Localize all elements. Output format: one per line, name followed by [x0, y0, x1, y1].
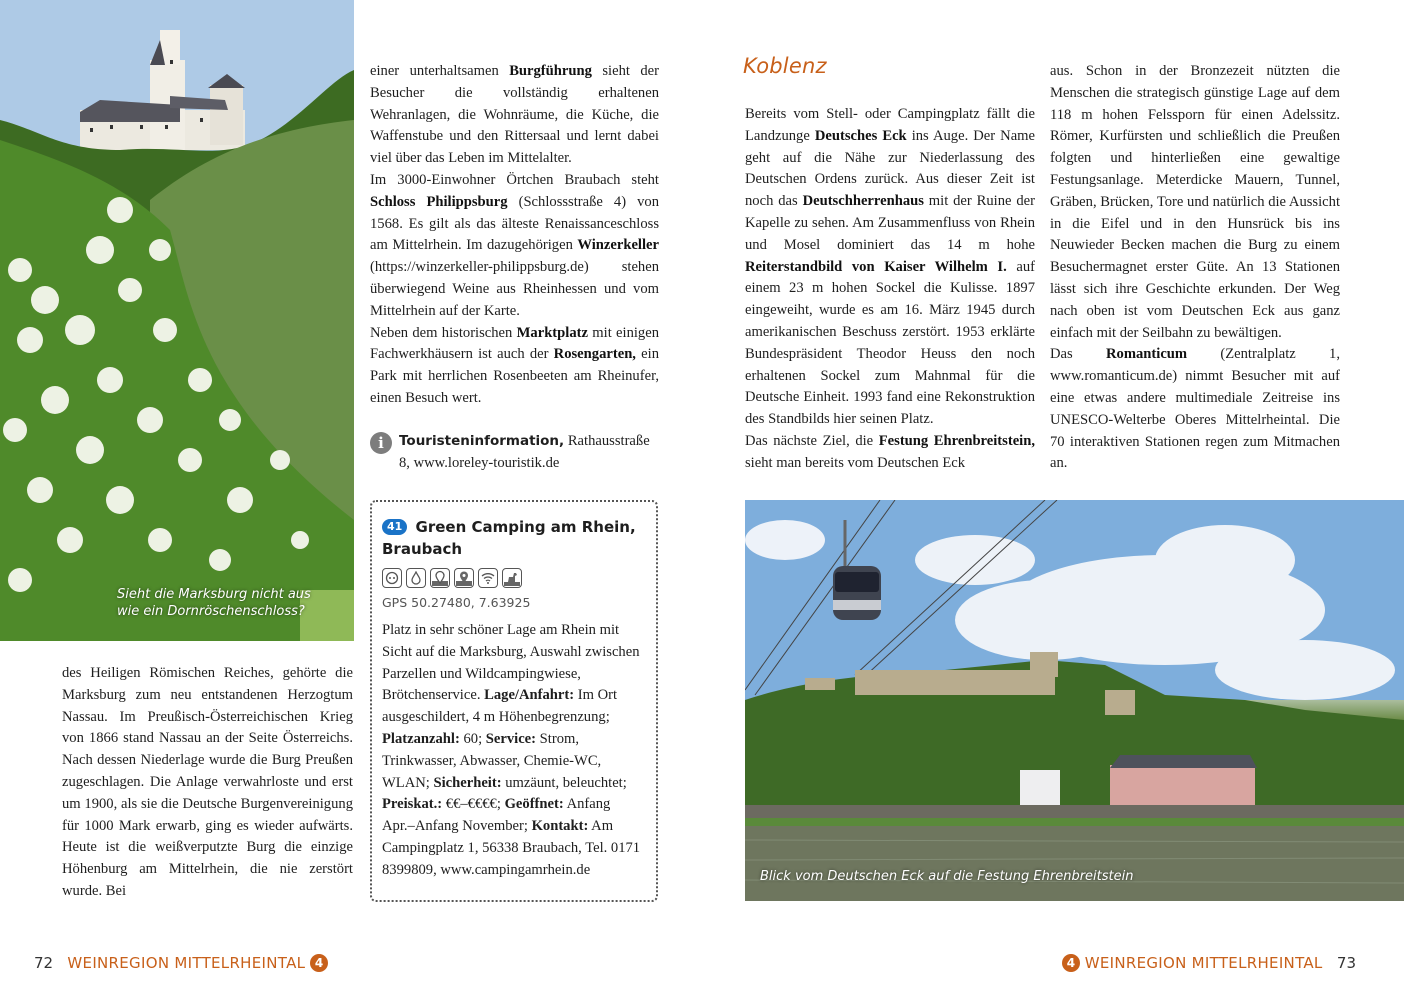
page-number: 72	[34, 954, 54, 972]
caption-line-2: wie ein Dornröschenschloss?	[117, 604, 305, 619]
gps-coordinates: GPS 50.27480, 7.63925	[382, 595, 531, 610]
bold-term: Rosengarten,	[553, 346, 636, 363]
chapter-badge: 4	[310, 954, 328, 972]
bold-term: Deutsches Eck	[814, 127, 907, 144]
amenity-icons	[382, 568, 646, 588]
footer-left	[34, 952, 328, 974]
running-header-region: WEINREGION MITTELRHEINTAL	[1084, 954, 1323, 972]
bold-term: Geöffnet:	[504, 796, 564, 813]
marksburg-photo	[0, 0, 354, 641]
bold-term: Festung Ehrenbreitstein,	[878, 432, 1036, 449]
paragraph: Neben dem historischen Marktplatz mit einigen Fachwerkhäusern ist auch der Rosengarten, ein Park mit herrlichen Rosenbeeten am Rheinufer, einen Besuch wert.	[370, 324, 659, 406]
marksburg-photo-caption	[117, 586, 311, 620]
bold-term: Winzerkeller	[577, 237, 659, 254]
paragraph: aus. Schon in der Bronzezeit nützten die Menschen die strategisch günstige Lage auf dem 118 m hohen Felssporn für einen Adelssitz. Römer, Kurfürsten und schließlich die Preußen folgten und hinterließen eine gewaltige Festungsanlage. Meterdicke Mauern, Tunnel, Gräben, Brücken, Tore und natürlich die Aussicht in die Eifel und in den Hunsrück bis ins Neuwieder Becken machen die Burg zu einem Besuchermagnet erster Güte. An 13 Stationen lässt sich ihre Geschichte erkunden. Der Weg nach oben ist vom Deutschen Eck aus ganz einfach mit der Seilbahn zu bewältigen.	[1050, 63, 1340, 341]
bold-term: Romanticum	[1106, 346, 1188, 363]
info-icon: i	[370, 432, 392, 454]
bold-term: Deutschherrenhaus	[802, 193, 924, 210]
paragraph: einer unterhaltsamen Burgführung sieht der Besucher die vollständig erhaltenen Wehranlagen, die Wohnräume, die Küche, die Waffenstube und den Rittersaal und lernt dabei viel über das Leben im Mittelalter.	[370, 63, 659, 167]
bold-term: Sicherheit:	[433, 774, 502, 791]
chapter-badge: 4	[1062, 954, 1080, 972]
bold-term: Platzanzahl:	[382, 730, 460, 747]
koblenz-photo	[745, 500, 1404, 901]
running-header-region: WEINREGION MITTELRHEINTAL	[67, 954, 306, 972]
wifi-icon	[478, 568, 498, 588]
paragraph: Bereits vom Stell- oder Campingplatz fällt die Landzunge Deutsches Eck ins Auge. Der Name geht auf die Nähe zur Niederlassung des Deutschen Ordens zurück. Aus dieser Zeit ist noch das Deutschherrenhaus mit der Ruine der Kapelle zu sehen. Am Zusammenfluss von Rhein und Mosel dominiert das 14 m hohe Reiterstandbild von Kaiser Wilhelm I. auf einem 23 m hohen Sockel die Kulisse. 1897 eingeweiht, wurde es am 16. März 1945 durch amerikanischen Beschuss zerstört. 1953 erklärte Bundespräsident Theodor Heuss den noch erhaltenen Sockel zum Mahnmal für die Deutsche Einheit. 1993 fand eine Rekonstruktion des Standbilds hier seinen Platz.	[745, 106, 1036, 428]
footer-right	[1062, 952, 1356, 974]
paragraph: Das Romanticum (Zentralplatz 1, www.romanticum.de) nimmt Besucher mit auf eine etwas andere multimediale Zeitreise ins UNESCO-Welterbe Oberes Mittelrheintal. Die 70 interaktiven Stationen regen zum Mitmachen an.	[1050, 346, 1340, 472]
power-socket-icon	[382, 568, 402, 588]
caption-line-1: Sieht die Marksburg nicht aus	[117, 587, 311, 602]
camping-info-box	[370, 500, 658, 902]
disposal-station-icon	[430, 568, 450, 588]
right-left-text-column	[745, 104, 1035, 475]
tourist-info-label: Touristeninformation,	[399, 433, 565, 449]
bold-term: Service:	[485, 730, 537, 747]
koblenz-illustration	[745, 500, 1404, 901]
paragraph: des Heiligen Römischen Reiches, gehörte die Marksburg zum neu entstandenen Herzogtum Nassau. Im Preußisch-Österreichischen Krieg von 1866 stand Nassau an der Seite Österreichs. Nach dessen Niederlage wurde die Burg Preußen zugeschlagen. Die Anlage verwahrloste und erst um 1900, als sie die Deutsche Burgenvereinigung für 1000 Mark erwarb, ging es wieder aufwärts. Heute ist die weißverputzte Burg die einzige Höhenburg am Mittelrhein, die nie zerstört wurde. Bei	[62, 665, 353, 899]
dog-icon	[502, 568, 522, 588]
water-drop-icon	[406, 568, 426, 588]
paragraph: Das nächste Ziel, die Festung Ehrenbreitstein, sieht man bereits vom Deutschen Eck	[745, 432, 1036, 471]
paragraph: Im 3000-Einwohner Örtchen Braubach steht Schloss Philippsburg (Schlossstraße 4) von 1568. Es gilt als das älteste Renaissanceschloss am Mittelrhein. Im dazugehörigen Winzerkeller (https://winzerkeller-philippsburg.de) stehen überwiegend Weine aus Rheinhessen und vom Mittelrhein auf der Karte.	[370, 171, 659, 319]
section-title: Koblenz	[743, 54, 827, 78]
koblenz-photo-caption: Blick vom Deutschen Eck auf die Festung Ehrenbreitstein	[760, 869, 1134, 884]
bold-term: Lage/Anfahrt:	[484, 687, 575, 704]
bold-term: Burgführung	[509, 63, 592, 79]
bold-term: Preiskat.:	[382, 796, 443, 813]
tourist-info	[370, 430, 660, 474]
camping-title	[382, 516, 646, 560]
bold-term: Reiterstandbild von Kaiser Wilhelm I.	[745, 258, 1007, 275]
tourist-info-address: Rathausstraße 8, www.loreley-touristik.de	[399, 433, 650, 471]
camping-number-badge: 41	[382, 519, 407, 535]
page-number: 73	[1336, 954, 1356, 972]
left-middle-text-column	[370, 61, 659, 410]
location-pin-icon	[454, 568, 474, 588]
camping-description: Platz in sehr schöner Lage am Rhein mit Sicht auf die Marksburg, Auswahl zwischen Parzellen und Wildcampingwiese, Brötchenservice. Lage/Anfahrt: Im Ort ausgeschildert, 4 m Höhenbegrenzung; Platzanzahl: 60; Service: Strom, Trinkwasser, Abwasser, Chemie-WC, WLAN; Sicherheit: umzäunt, beleuchtet; Preiskat.: €€–€€€€; Geöffnet: Anfang Apr.–Anfang November; Kontakt: Am Campingplatz 1, 56338 Braubach, Tel. 0171 8399809, www.campingamrhein.de	[382, 622, 641, 878]
bold-term: Kontakt:	[531, 818, 589, 835]
right-right-text-column	[1050, 61, 1340, 475]
marksburg-illustration	[0, 0, 354, 641]
camping-name: Green Camping am Rhein, Braubach	[382, 518, 636, 558]
bold-term: Marktplatz	[516, 324, 588, 341]
tourist-info-text	[399, 430, 660, 474]
left-bottom-text-column	[62, 663, 353, 903]
bold-term: Schloss Philippsburg	[370, 193, 508, 210]
